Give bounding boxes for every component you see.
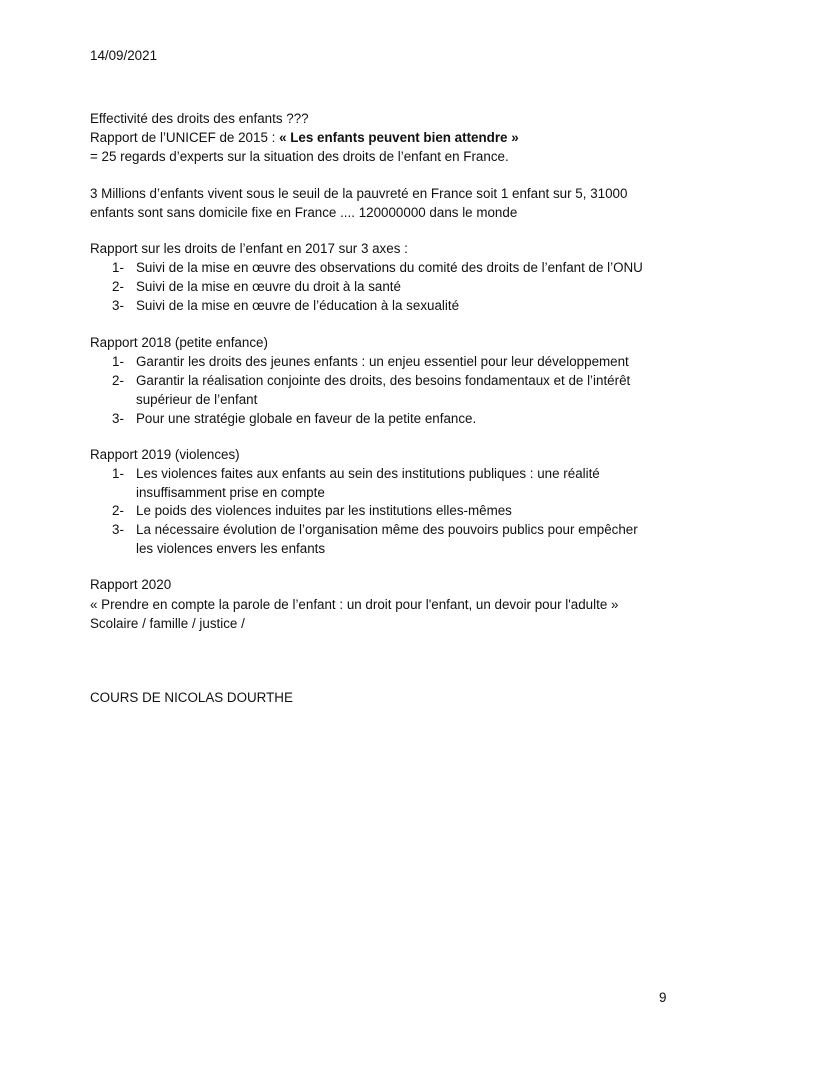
list-text-continued: insuffisamment prise en compte <box>136 485 325 500</box>
unicef-prefix: Rapport de l’UNICEF de 2015 : <box>90 130 280 145</box>
list-number: 1- <box>112 466 124 481</box>
list-text: Garantir la réalisation conjointe des droits, des besoins fondamentaux et de l’intérêt <box>136 373 631 388</box>
list-text: Pour une stratégie globale en faveur de la petite enfance. <box>136 411 477 426</box>
report-2018-title: Rapport 2018 (petite enfance) <box>90 335 268 350</box>
list-number: 2- <box>112 373 124 388</box>
list-number: 3- <box>112 298 124 313</box>
list-number: 3- <box>112 411 124 426</box>
list-text: Les violences faites aux enfants au sein des institutions publiques : une réalité <box>136 466 600 481</box>
list-item <box>112 501 512 520</box>
report-2017-title: Rapport sur les droits de l’enfant en 2017 sur 3 axes : <box>90 241 408 256</box>
page-number: 9 <box>659 990 667 1005</box>
list-number: 1- <box>112 354 124 369</box>
report-2020-areas: Scolaire / famille / justice / <box>90 616 245 631</box>
list-number: 2- <box>112 503 124 518</box>
list-item <box>112 409 476 428</box>
stats-line-2: enfants sont sans domicile fixe en France .... 120000000 dans le monde <box>90 205 518 220</box>
list-number: 3- <box>112 522 124 537</box>
list-text-continued: les violences envers les enfants <box>136 541 326 556</box>
list-text: Suivi de la mise en œuvre du droit à la santé <box>136 279 401 294</box>
list-text-continued: supérieur de l’enfant <box>136 392 258 407</box>
list-item <box>112 464 600 483</box>
list-number: 2- <box>112 279 124 294</box>
report-2019-title: Rapport 2019 (violences) <box>90 447 240 462</box>
list-number: 1- <box>112 260 124 275</box>
page-date: 14/09/2021 <box>90 48 158 63</box>
list-item <box>112 277 401 296</box>
report-2020-title: Rapport 2020 <box>90 577 172 592</box>
list-item <box>112 520 638 539</box>
list-item <box>112 371 630 390</box>
unicef-report-line <box>90 128 519 147</box>
list-text: La nécessaire évolution de l’organisation même des pouvoirs publics pour empêcher <box>136 522 638 537</box>
course-author: COURS DE NICOLAS DOURTHE <box>90 690 293 705</box>
list-text: Le poids des violences induites par les institutions elles-mêmes <box>136 503 512 518</box>
list-text: Garantir les droits des jeunes enfants : un enjeu essentiel pour leur développement <box>136 354 629 369</box>
list-item <box>112 258 643 277</box>
list-item <box>112 296 459 315</box>
list-text: Suivi de la mise en œuvre de l’éducation à la sexualité <box>136 298 460 313</box>
list-item <box>112 352 629 371</box>
unicef-title: « Les enfants peuvent bien attendre » <box>279 130 519 145</box>
stats-line-1: 3 Millions d’enfants vivent sous le seuil de la pauvreté en France soit 1 enfant sur 5, 31000 <box>90 186 628 201</box>
unicef-desc: = 25 regards d’experts sur la situation des droits de l’enfant en France. <box>90 149 509 164</box>
section-title: Effectivité des droits des enfants ??? <box>90 111 309 126</box>
report-2020-quote: « Prendre en compte la parole de l’enfant : un droit pour l'enfant, un devoir pour l'adulte » <box>90 597 619 612</box>
list-text: Suivi de la mise en œuvre des observations du comité des droits de l’enfant de l’ONU <box>136 260 643 275</box>
